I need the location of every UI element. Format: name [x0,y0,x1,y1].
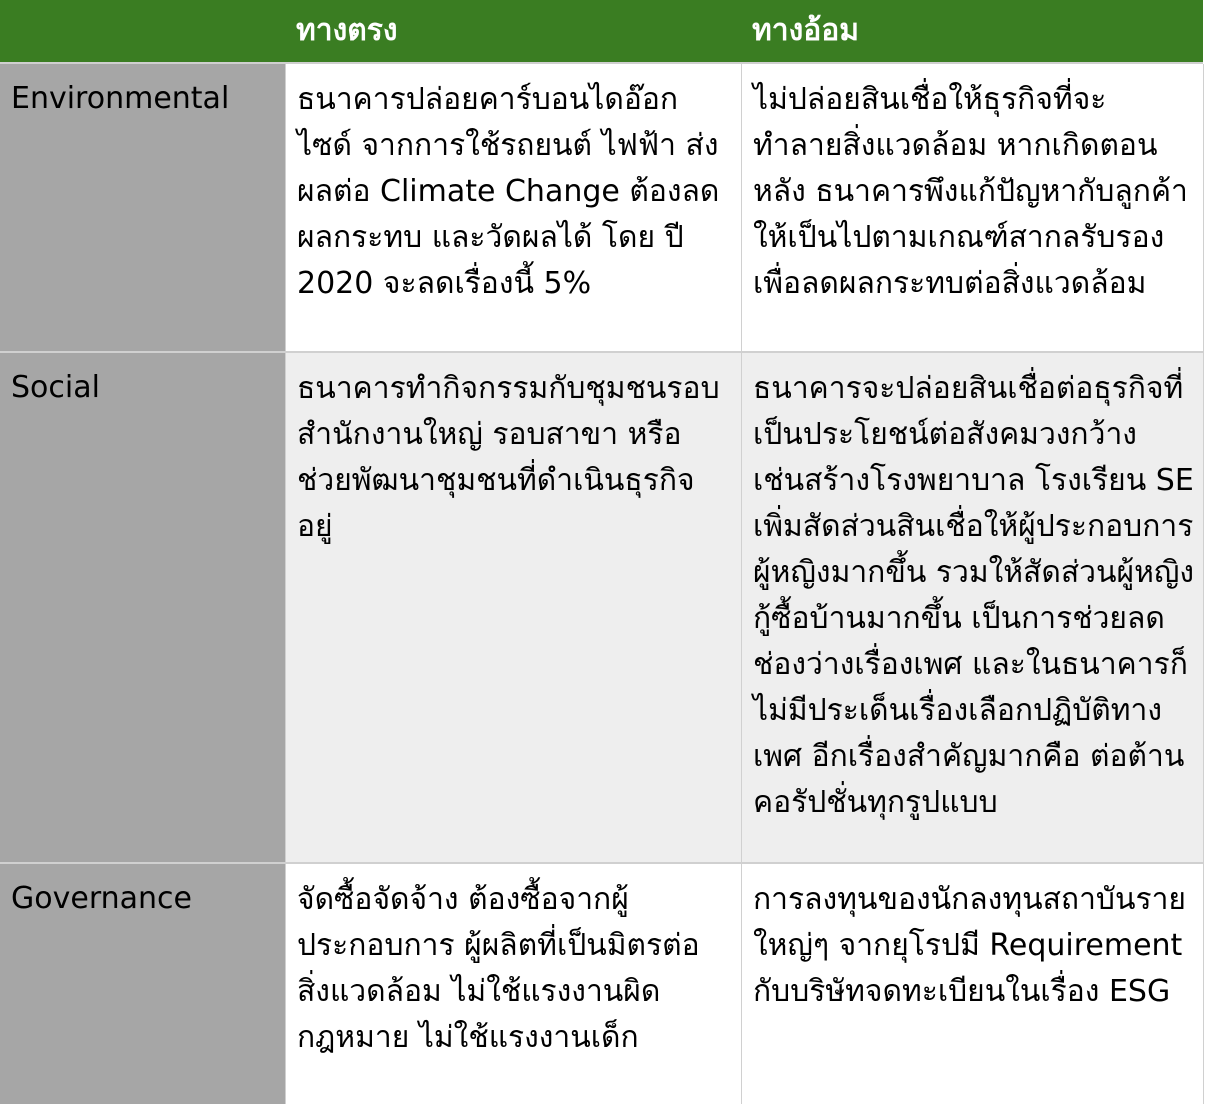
row-label-social: Social [0,353,285,864]
cell-governance-direct: จัดซื้อจัดจ้าง ต้องซื้อจากผู้ประกอบการ ผู้ผลิตที่เป็นมิตรต่อสิ่งแวดล้อม ไม่ใช้แรงงานผิดกฎหมาย ไม่ใช้แรงงานเด็ก [285,864,741,1104]
table-right-border [1203,64,1204,1104]
cell-governance-indirect: การลงทุนของนักลงทุนสถาบันรายใหญ่ๆ จากยุโรปมี Requirement กับบริษัทจดทะเบียนในเรื่อง ESG [741,864,1203,1104]
cell-social-indirect: ธนาคารจะปล่อยสินเชื่อต่อธุรกิจที่เป็นประโยชน์ต่อสังคมวงกว้าง เช่นสร้างโรงพยาบาล โรงเรียน SE เพิ่มสัดส่วนสินเชื่อให้ผู้ประกอบการผู้หญิงมากขึ้น รวมให้สัดส่วนผู้หญิงกู้ซื้อบ้านมากขึ้น เป็นการช่วยลดช่องว่างเรื่องเพศ และในธนาคารก็ไม่มีประเด็นเรื่องเลือกปฏิบัติทางเพศ อีกเรื่องสำคัญมากคือ ต่อต้านคอรัปชั่นทุกรูปแบบ [741,353,1203,864]
cell-social-direct: ธนาคารทำกิจกรรมกับชุมชนรอบสำนักงานใหญ่ รอบสาขา หรือช่วยพัฒนาชุมชนที่ดำเนินธุรกิจอยู่ [285,353,741,864]
header-direct: ทางตรง [296,13,398,48]
header-indirect: ทางอ้อม [752,13,860,48]
cell-environmental-indirect: ไม่ปล่อยสินเชื่อให้ธุรกิจที่จะทำลายสิ่งแวดล้อม หากเกิดตอนหลัง ธนาคารพึงแก้ปัญหากับลูกค้าให้เป็นไปตามเกณฑ์สากลรับรอง เพื่อลดผลกระทบต่อสิ่งแวดล้อม [741,64,1203,353]
table-header-row [0,0,1203,64]
row-label-environmental: Environmental [0,64,285,353]
row-label-governance: Governance [0,864,285,1104]
cell-environmental-direct: ธนาคารปล่อยคาร์บอนไดอ๊อกไซด์ จากการใช้รถยนต์ ไฟฟ้า ส่งผลต่อ Climate Change ต้องลดผลกระทบ และวัดผลได้ โดย ปี 2020 จะลดเรื่องนี้ 5% [285,64,741,353]
